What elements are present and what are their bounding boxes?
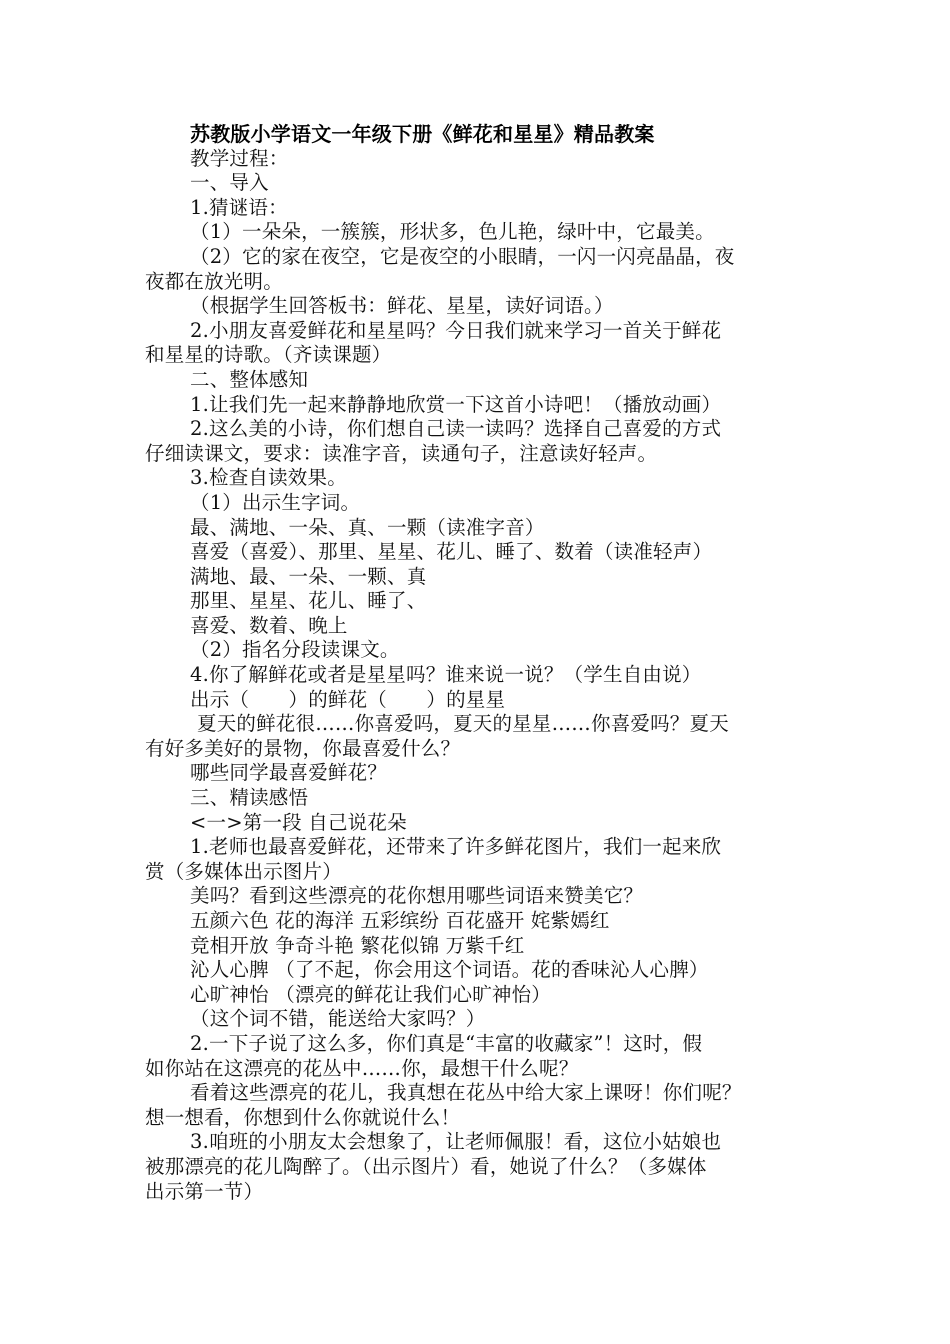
text-line: 被那漂亮的花儿陶醉了。（出示图片）看，她说了什么？（多媒体 [145,1154,707,1178]
document-body [145,122,810,1204]
document-title: 苏教版小学语文一年级下册《鲜花和星星》精品教案 [190,122,655,146]
text-line: 喜爱、数着、晚上 [190,613,348,637]
text-line: 赏（多媒体出示图片） [145,859,343,883]
section-heading: 二、整体感知 [190,367,309,391]
text-line: 夜都在放光明。 [145,269,283,293]
text-line: 2.小朋友喜爱鲜花和星星吗？今日我们就来学习一首关于鲜花 [190,318,722,342]
text-line: 哪些同学最喜爱鲜花？ [190,761,388,785]
text-line: 仔细读课文，要求：读准字音，读通句子，注意读好轻声。 [145,441,658,465]
text-line: 沁人心脾 （了不起，你会用这个词语。花的香味沁人心脾） [190,958,709,982]
text-line: 3.检查自读效果。 [190,466,347,490]
text-line: （2）指名分段读课文。 [190,638,400,662]
text-line: 喜爱（喜爱）、那里、星星、花儿、睡了、数着（读准轻声） [190,540,713,564]
subsection-heading: <一>第一段 自己说花朵 [190,810,407,834]
text-line: 2.这么美的小诗，你们想自己读一读吗？选择自己喜爱的方式 [190,417,722,441]
text-line: 出示（ ）的鲜花（ ）的星星 [190,687,506,711]
text-line: 心旷神怡 （漂亮的鲜花让我们心旷神怡） [190,982,551,1006]
text-line: （1）出示生字词。 [190,490,361,514]
section-heading: 三、精读感悟 [190,786,309,810]
text-line: 想一想看，你想到什么你就说什么！ [145,1105,461,1129]
text-line: 2.一下子说了这么多，你们真是“丰富的收藏家”！这时，假 [190,1031,703,1055]
text-line: 1.猜谜语： [190,195,288,219]
text-line: 竞相开放 争奇斗艳 繁花似锦 万紫千红 [190,933,525,957]
text-line: 4.你了解鲜花或者是星星吗？谁来说一说？（学生自由说） [190,663,702,687]
text-line: （根据学生回答板书：鲜花、星星，读好词语。） [190,294,614,318]
text-line: 3.咱班的小朋友太会想象了，让老师佩服！看，这位小姑娘也 [190,1130,722,1154]
text-line: 美吗？看到这些漂亮的花你想用哪些词语来赞美它？ [190,884,644,908]
text-line: 教学过程： [190,146,289,170]
text-line: 最、满地、一朵、真、一颗（读准字音） [190,515,545,539]
text-line: 有好多美好的景物，你最喜爱什么？ [145,736,461,760]
text-line: 夏天的鲜花很……你喜爱吗，夏天的星星……你喜爱吗？夏天 [197,712,729,736]
text-line: 1.老师也最喜爱鲜花，还带来了许多鲜花图片，我们一起来欣 [190,835,722,859]
text-line: 1.让我们先一起来静静地欣赏一下这首小诗吧！（播放动画） [190,392,722,416]
text-line: 那里、星星、花儿、睡了、 [190,589,427,613]
text-line: 满地、最、一朵、一颗、真 [190,564,427,588]
text-line: 五颜六色 花的海洋 五彩缤纷 百花盛开 姹紫嫣红 [190,909,610,932]
text-line: 看着这些漂亮的花儿，我真想在花丛中给大家上课呀！你们呢？ [190,1081,742,1105]
text-line: （1）一朵朵，一簇簇，形状多，色儿艳，绿叶中，它最美。 [190,220,715,244]
section-heading: 一、导入 [190,171,269,195]
text-line: （2）它的家在夜空，它是夜空的小眼睛，一闪一闪亮晶晶，夜 [190,244,735,268]
text-line: 出示第一节） [145,1179,264,1203]
text-line: （这个词不错，能送给大家吗？） [190,1007,486,1031]
text-line: 如你站在这漂亮的花丛中……你，最想干什么呢？ [145,1056,579,1080]
text-line: 和星星的诗歌。（齐读课题） [145,343,392,367]
